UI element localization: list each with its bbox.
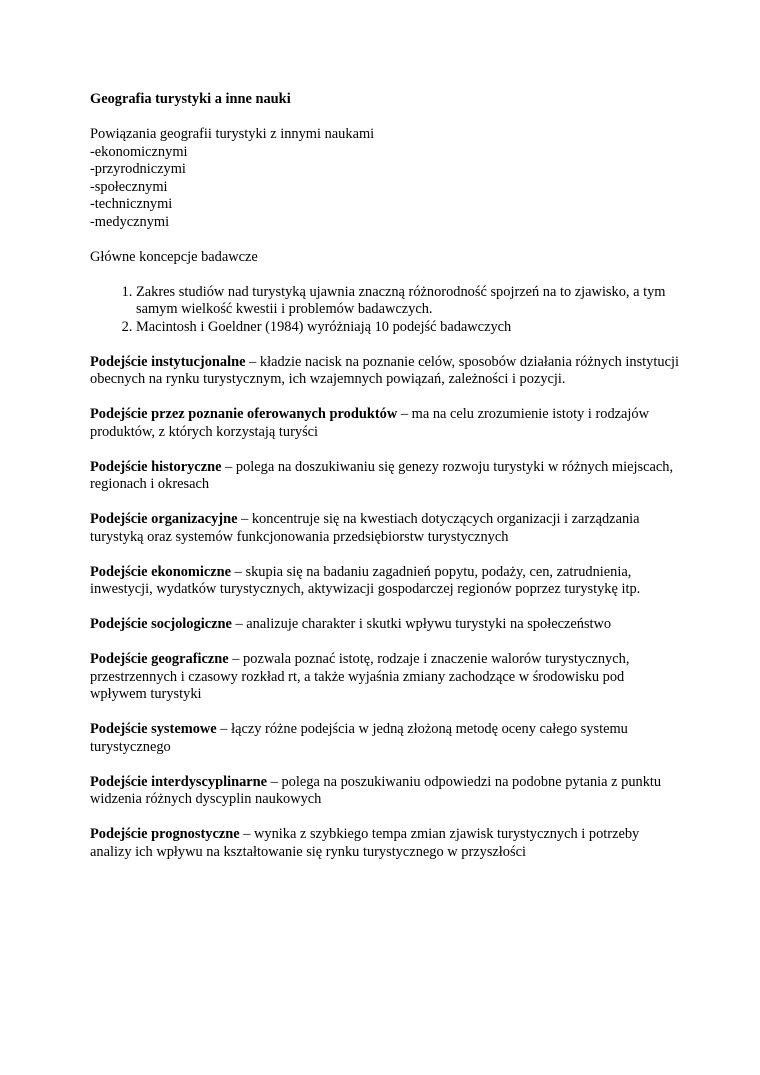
approach-paragraph bbox=[90, 774, 680, 809]
science-item: -technicznymi bbox=[90, 196, 173, 212]
approach-text: – koncentruje się na kwestiach dotyczących organizacji i zarządzania turystyką oraz systemów funkcjonowania przedsiębiorstw turystycznych bbox=[90, 511, 640, 545]
approach-text: – polega na doszukiwaniu się genezy rozwoju turystyki w różnych miejscach, regionach i okresach bbox=[90, 458, 674, 492]
approach-paragraph bbox=[90, 616, 680, 634]
approach-paragraph bbox=[90, 826, 680, 861]
concepts-list bbox=[90, 284, 680, 337]
approach-text: – kładzie nacisk na poznanie celów, sposobów działania różnych instytucji obecnych na rynku turystycznym, ich wzajemnych powiązań, zależności i pozycji. bbox=[90, 353, 679, 387]
approach-term: Podejście socjologiczne bbox=[90, 616, 232, 632]
concepts-heading: Główne koncepcje badawcze bbox=[90, 248, 258, 265]
approach-term: Podejście geograficzne bbox=[90, 651, 229, 667]
list-item: 2. Macintosh i Goeldner (1984) wyróżniają 10 podejść badawczych bbox=[136, 319, 680, 337]
approach-text: – ma na celu zrozumienie istoty i rodzajów produktów, z których korzystają turyści bbox=[90, 406, 650, 440]
approach-term: Podejście historyczne bbox=[90, 458, 222, 475]
science-item: -ekonomicznymi bbox=[90, 143, 188, 160]
approach-paragraph bbox=[90, 406, 680, 441]
document-page bbox=[90, 91, 680, 879]
intro-line: Powiązania geografii turystyki z innymi naukami bbox=[90, 126, 375, 142]
approach-text: – łączy różne podejścia w jedną złożoną metodę oceny całego systemu turystycznego bbox=[90, 721, 628, 755]
approach-paragraph bbox=[90, 564, 680, 599]
approach-text: – wynika z szybkiego tempa zmian zjawisk turystycznych i potrzeby analizy ich wpływu na kształtowanie się rynku turystycznego w przyszłości bbox=[90, 826, 640, 860]
approach-text: – polega na poszukiwaniu odpowiedzi na podobne pytania z punktu widzenia różnych dyscyplin naukowych bbox=[90, 773, 662, 807]
approach-text: – analizuje charakter i skutki wpływu turystyki na społeczeństwo bbox=[231, 616, 612, 632]
document-title: Geografia turystyki a inne nauki bbox=[90, 91, 291, 107]
science-item: -medycznymi bbox=[90, 213, 170, 230]
approach-paragraph bbox=[90, 354, 680, 389]
approach-term: Podejście prognostyczne bbox=[90, 826, 240, 842]
approach-paragraph bbox=[90, 651, 680, 704]
science-item: -przyrodniczymi bbox=[90, 161, 186, 177]
approach-text: – pozwala poznać istotę, rodzaje i znaczenie walorów turystycznych, przestrzennych i czasowy rozkład rt, a także wyjaśnia zmiany zachodzące w środowisku pod wpływem turystyki bbox=[90, 651, 630, 702]
approach-text: – skupia się na badaniu zagadnień popytu, podaży, cen, zatrudnienia, inwestycji, wydatków turystycznych, aktywizacji gospodarczej regionów poprzez turystykę itp. bbox=[90, 563, 641, 597]
list-item: 1. Zakres studiów nad turystyką ujawnia znaczną różnorodność spojrzeń na to zjawisko, a tym samym wielkość kwestii i problemów badawczych. bbox=[136, 284, 680, 319]
approach-paragraph bbox=[90, 511, 680, 546]
approach-paragraph bbox=[90, 459, 680, 494]
approach-term: Podejście organizacyjne bbox=[90, 511, 238, 527]
approach-term: Podejście systemowe bbox=[90, 721, 217, 737]
approach-term: Podejście interdyscyplinarne bbox=[90, 773, 268, 790]
approach-term: Podejście przez poznanie oferowanych produktów bbox=[90, 406, 398, 422]
approach-term: Podejście instytucjonalne bbox=[90, 353, 246, 370]
science-item: -społecznymi bbox=[90, 178, 168, 195]
approach-paragraph bbox=[90, 721, 680, 756]
approach-term: Podejście ekonomiczne bbox=[90, 563, 232, 580]
sciences-block bbox=[90, 126, 680, 231]
